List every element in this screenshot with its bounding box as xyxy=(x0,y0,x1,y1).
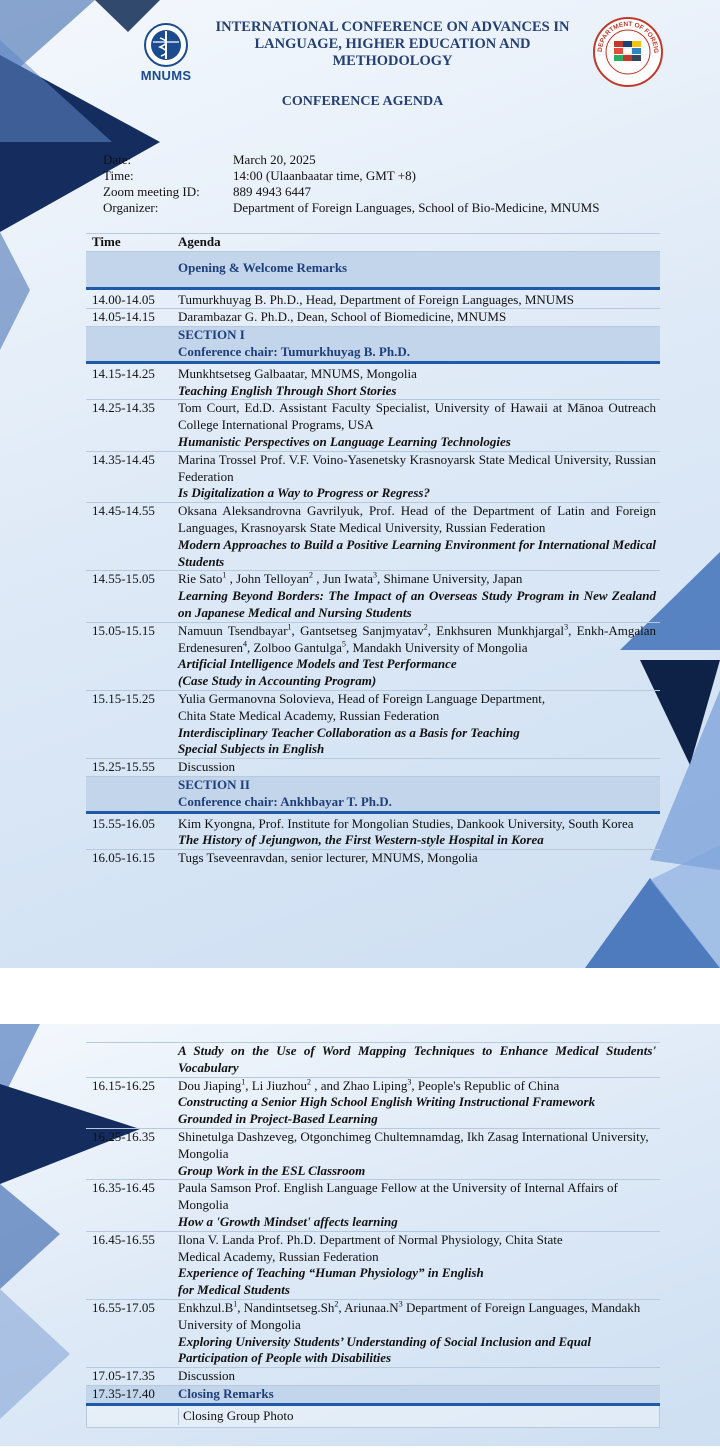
affiliation-mark: 3 xyxy=(372,571,377,581)
table-row xyxy=(86,292,660,310)
time-cell: 16.15-16.25 xyxy=(92,1077,155,1093)
info-zoom-id xyxy=(103,184,599,200)
meeting-info xyxy=(103,152,599,216)
agenda-cell: Discussion xyxy=(178,1368,236,1384)
talk-title: Artificial Intelligence Models and Test Performance xyxy=(178,656,457,672)
conference-title: INTERNATIONAL CONFERENCE ON ADVANCES IN LANGUAGE, HIGHER EDUCATION AND METHODOLOGY xyxy=(215,19,570,69)
department-seal xyxy=(592,16,664,88)
info-time xyxy=(103,168,599,184)
speaker-text: Yulia Germanovna Solovieva, Head of Foreign Language Department, xyxy=(178,690,546,706)
section-chair: Conference chair: Tumurkhuyag B. Ph.D. xyxy=(178,343,410,359)
time-cell: 14.25-14.35 xyxy=(92,400,155,416)
speaker-text: Tugs Tseveenravdan, senior lecturer, MNUMS, Mongolia xyxy=(178,850,478,866)
agenda-column-header: Agenda xyxy=(178,234,221,249)
talk-title: Teaching English Through Short Stories xyxy=(178,382,397,398)
talk-title: Group Work in the ESL Classroom xyxy=(178,1162,366,1178)
table-row xyxy=(86,400,660,451)
time-cell: 14.15-14.25 xyxy=(92,365,155,381)
affiliation-mark: 2 xyxy=(309,571,314,581)
time-cell: 14.55-15.05 xyxy=(92,571,155,587)
affiliation-mark: 5 xyxy=(341,639,346,649)
table-row xyxy=(86,1043,660,1078)
table-header-row xyxy=(86,234,660,252)
table-row xyxy=(86,691,660,759)
affiliation-mark: 1 xyxy=(222,571,227,581)
table-row xyxy=(86,366,660,401)
affiliation-text: , Shimane University, Japan xyxy=(376,571,523,587)
speaker-text: Chita State Medical Academy, Russian Federation xyxy=(178,707,440,723)
talk-title: Interdisciplinary Teacher Collaboration as a Basis for Teaching xyxy=(178,724,520,740)
table-row xyxy=(86,1180,660,1231)
time-cell: 16.55-17.05 xyxy=(92,1299,155,1315)
group-photo-row xyxy=(86,1406,660,1428)
section-title: SECTION II xyxy=(178,776,250,792)
info-value: 889 4943 6447 xyxy=(233,184,311,199)
author-name: , John Telloyan xyxy=(226,571,310,587)
agenda-cell: Discussion xyxy=(178,759,236,775)
table-row xyxy=(86,1078,660,1129)
time-cell: 14.35-14.45 xyxy=(92,451,155,467)
agenda-heading: CONFERENCE AGENDA xyxy=(281,94,444,109)
info-value: Department of Foreign Languages, School of Bio-Medicine, MNUMS xyxy=(233,200,600,215)
info-value: 14:00 (Ulaanbaatar time, GMT +8) xyxy=(233,168,416,183)
speaker-text: Kim Kyongna, Prof. Institute for Mongolian Studies, Dankook University, South Korea xyxy=(178,815,634,831)
talk-title: Special Subjects in English xyxy=(178,741,325,757)
table-row xyxy=(86,503,660,571)
speaker-text xyxy=(178,1078,656,1095)
seal-text: DEPARTMENT OF FOREIG xyxy=(596,20,660,54)
opening-title: Opening & Welcome Remarks xyxy=(178,259,348,275)
talk-title: The History of Jejungwon, the First Western-style Hospital in Korea xyxy=(178,832,544,848)
time-cell: 15.55-16.05 xyxy=(92,815,155,831)
author-name: , Jun Iwata xyxy=(313,571,373,587)
speaker-text xyxy=(178,623,656,657)
speaker-text: Tom Court, Ed.D. Assistant Faculty Specialist, University of Hawaii at Mānoa Outreach College International Programs, USA xyxy=(178,400,656,433)
affiliation-text: Department of Foreign Languages, Mandakh University of Mongolia xyxy=(178,1299,641,1332)
table-row xyxy=(86,1232,660,1300)
time-cell: 16.45-16.55 xyxy=(92,1231,155,1247)
agenda-table xyxy=(86,233,660,867)
time-cell: 15.15-15.25 xyxy=(92,690,155,706)
talk-title: Exploring University Students’ Understanding of Social Inclusion and Equal Participation of People with Disabilities xyxy=(178,1333,591,1366)
table-row xyxy=(86,1129,660,1180)
affiliation-mark: 2 xyxy=(306,1077,311,1087)
table-row xyxy=(86,850,660,867)
caduceus-emblem-icon xyxy=(143,22,189,68)
talk-title: Grounded in Project-Based Learning xyxy=(178,1111,378,1127)
closing-row xyxy=(86,1386,660,1406)
affiliation-text: , Mandakh University of Mongolia xyxy=(345,639,528,655)
talk-title: Is Digitalization a Way to Progress or Regress? xyxy=(178,485,430,501)
author-name: Namuun Tsendbayar xyxy=(178,622,288,638)
author-name: Dou Jiaping xyxy=(178,1077,242,1093)
time-cell: 17.35-17.40 xyxy=(92,1385,155,1401)
table-row xyxy=(86,623,660,691)
table-row xyxy=(86,309,660,327)
talk-title: Modern Approaches to Build a Positive Learning Environment for International Medical Students xyxy=(178,536,656,569)
time-cell: 15.25-15.55 xyxy=(92,759,155,775)
affiliation-mark: 3 xyxy=(564,622,569,632)
author-name: , Enkh-Amgalan Erdenesuren xyxy=(178,622,656,655)
time-column-header: Time xyxy=(92,234,121,249)
author-name: , and Zhao Liping xyxy=(310,1077,408,1093)
speaker-text xyxy=(178,571,656,588)
affiliation-text: , People's Republic of China xyxy=(411,1077,560,1093)
logo-text: MNUMS xyxy=(140,68,192,83)
speaker-text xyxy=(178,1300,656,1334)
agenda-cell: Darambazar G. Ph.D., Dean, School of Biomedicine, MNUMS xyxy=(178,309,507,325)
speaker-text: Oksana Aleksandrovna Gavrilyuk, Prof. Head of the Department of Latin and Foreign Languages, Krasnoyarsk State Medical University, Russian Federation xyxy=(178,503,656,535)
talk-title: Experience of Teaching “Human Physiology” in English xyxy=(178,1265,484,1281)
page-gap xyxy=(0,968,720,1024)
agenda-cell: Closing Group Photo xyxy=(183,1407,294,1423)
flags-seal-icon xyxy=(592,16,664,88)
speaker-text: Paula Samson Prof. English Language Fellow at the University of Internal Affairs of Mongolia xyxy=(178,1180,618,1213)
time-cell: 16.05-16.15 xyxy=(92,850,155,866)
affiliation-mark: 1 xyxy=(287,622,292,632)
table-row xyxy=(86,452,660,503)
table-row xyxy=(86,1300,660,1368)
info-label: Time: xyxy=(103,168,134,183)
affiliation-mark: 2 xyxy=(423,622,428,632)
table-row xyxy=(86,571,660,622)
affiliation-mark: 4 xyxy=(242,639,247,649)
speaker-text: Ilona V. Landa Prof. Ph.D. Department of Normal Physiology, Chita State xyxy=(178,1231,563,1247)
discussion-row xyxy=(86,1368,660,1386)
info-date xyxy=(103,152,599,168)
time-cell: 14.05-14.15 xyxy=(92,309,155,325)
author-name: Rie Sato xyxy=(178,571,223,587)
time-cell: 15.05-15.15 xyxy=(92,622,155,638)
talk-title: Learning Beyond Borders: The Impact of an Overseas Study Program in New Zealand on Japanese Medical and Nursing Students xyxy=(178,588,656,620)
section-2-row xyxy=(86,777,660,814)
time-cell: 16.35-16.45 xyxy=(92,1180,155,1196)
time-cell: 14.00-14.05 xyxy=(92,291,155,307)
author-name: , Zolboo Gantulga xyxy=(246,639,342,655)
affiliation-mark: 2 xyxy=(334,1299,339,1309)
talk-title: Humanistic Perspectives on Language Learning Technologies xyxy=(178,433,511,449)
time-cell: 16.25-16.35 xyxy=(92,1128,155,1144)
section-1-row xyxy=(86,327,660,364)
talk-title: A Study on the Use of Word Mapping Techniques to Enhance Medical Students' Vocabulary xyxy=(178,1043,656,1075)
time-cell: 14.45-14.55 xyxy=(92,503,155,519)
speaker-text: Shinetulga Dashzeveg, Otgonchimeg Chultemnamdag, Ikh Zasag International University, Mongolia xyxy=(178,1128,649,1161)
agenda-table-continued xyxy=(86,1042,660,1428)
talk-title: Constructing a Senior High School English Writing Instructional Framework xyxy=(178,1094,596,1110)
table-row xyxy=(86,816,660,851)
speaker-text: Munkhtsetseg Galbaatar, MNUMS, Mongolia xyxy=(178,365,417,381)
affiliation-mark: 3 xyxy=(398,1299,403,1309)
affiliation-mark: 1 xyxy=(233,1299,238,1309)
author-name: , Gantsetseg Sanjmyatav xyxy=(291,622,424,638)
info-label: Zoom meeting ID: xyxy=(103,184,200,199)
author-name: , Nandintsetseg.Sh xyxy=(237,1299,335,1315)
author-name: , Ariunaa.N xyxy=(338,1299,399,1315)
info-organizer xyxy=(103,200,599,216)
info-label: Date: xyxy=(103,152,132,167)
talk-subtitle: (Case Study in Accounting Program) xyxy=(178,673,377,689)
speaker-text: Marina Trossel Prof. V.F. Voino-Yasenetsky Krasnoyarsk State Medical University, Russian Federation xyxy=(178,451,656,484)
speaker-text: Medical Academy, Russian Federation xyxy=(178,1248,379,1264)
mnums-logo xyxy=(134,22,198,94)
closing-title: Closing Remarks xyxy=(178,1385,274,1401)
section-title: SECTION I xyxy=(178,327,245,343)
affiliation-mark: 3 xyxy=(407,1077,412,1087)
info-label: Organizer: xyxy=(103,200,159,215)
time-cell: 17.05-17.35 xyxy=(92,1368,155,1384)
page-gap-bottom xyxy=(0,1446,720,1451)
author-name: , Li Jiuzhou xyxy=(245,1077,307,1093)
affiliation-mark: 1 xyxy=(241,1077,246,1087)
document-page-2 xyxy=(0,1024,720,1446)
talk-title: How a 'Growth Mindset' affects learning xyxy=(178,1213,398,1229)
discussion-row xyxy=(86,759,660,777)
info-value: March 20, 2025 xyxy=(233,152,316,167)
section-chair: Conference chair: Ankhbayar T. Ph.D. xyxy=(178,793,392,809)
author-name: , Enkhsuren Munkhjargal xyxy=(427,622,565,638)
talk-title: for Medical Students xyxy=(178,1282,290,1298)
opening-row xyxy=(86,252,660,290)
author-name: Enkhzul.B xyxy=(178,1299,234,1315)
agenda-cell: Tumurkhuyag B. Ph.D., Head, Department of Foreign Languages, MNUMS xyxy=(178,291,574,307)
